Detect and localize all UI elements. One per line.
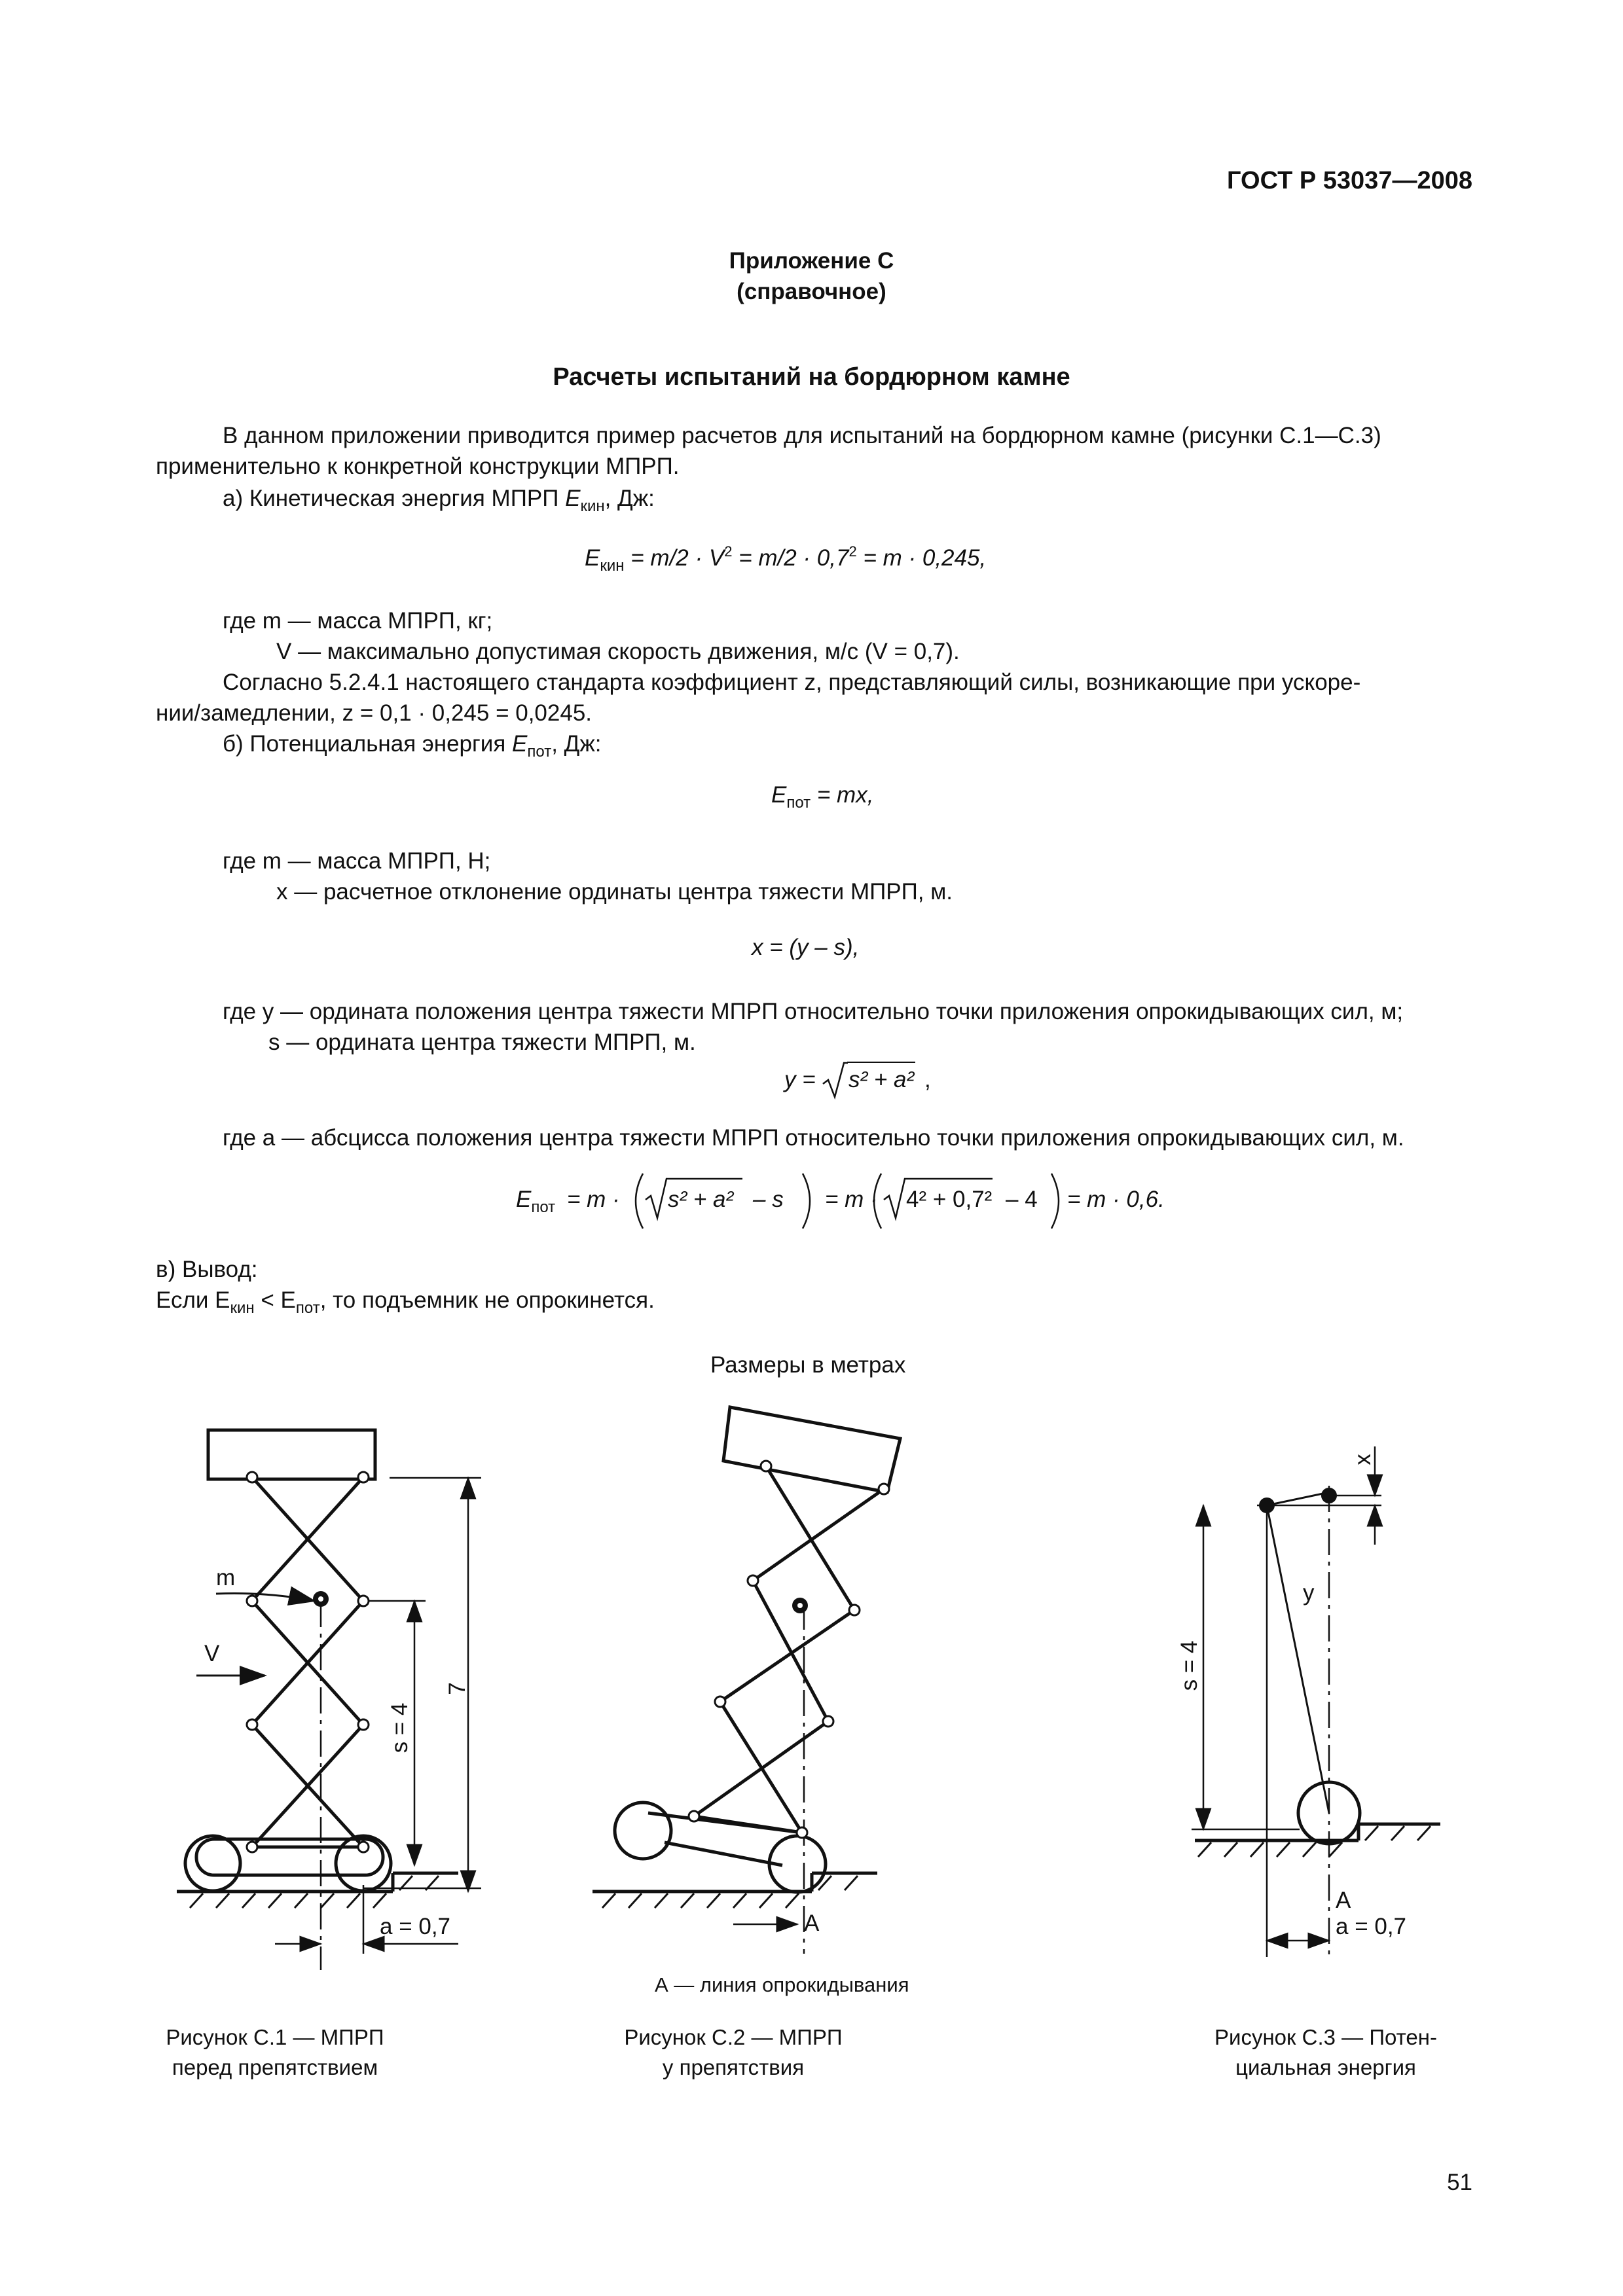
dimensions-note: Размеры в метрах (710, 1352, 906, 1378)
formula-kinetic-energy: $E_{кин} = m/2 \cdot V^2 = m/2 \cdot 0,7^2 = m \cdot 0,245$, (585, 543, 987, 575)
appendix-heading (0, 245, 1623, 307)
where-v: V — максимально допустимая скорость движения, м/с (V = 0,7). (276, 639, 960, 664)
centers-of-mass (313, 1488, 1337, 1613)
formula-y: y = s² + a² , (784, 1060, 955, 1100)
where-m-n: где m — масса МПРП, Н; (223, 848, 491, 874)
z-paragraph-line-2: нии/замедлении, z = 0,1 · 0,245 = 0,0245. (156, 700, 593, 726)
intro-line-2: применительно к конкретной конструкции МПРП. (156, 454, 680, 479)
formula-potential-energy: $E_{пот}$ = mx, (771, 782, 874, 812)
fig1-dim-total: 7 (445, 1682, 470, 1695)
conclusion-text: Если $E_{кин} < E_{пот}$, то подъемник не опрокинется. (156, 1287, 655, 1317)
fig3-label-a: A (1336, 1888, 1351, 1913)
section-a: а) Кинетическая энергия МПРП $E_{кин}$, Дж: (223, 486, 655, 515)
standard-number: ГОСТ Р 53037—2008 (1227, 167, 1472, 194)
page-title: Расчеты испытаний на бордюрном камне (553, 363, 1070, 391)
page-number: 51 (1447, 2170, 1472, 2195)
appendix-label: Приложение С (729, 248, 894, 274)
fig2-wheel-left (615, 1803, 671, 1859)
fig3-label-y: y (1303, 1580, 1315, 1605)
fig3-label-x: x (1350, 1454, 1376, 1465)
fig3-dim-s: s = 4 (1176, 1640, 1202, 1691)
caption-figure-c1: Рисунок С.1 — МПРП перед препятствием (166, 2025, 384, 2079)
where-x: x — расчетное отклонение ординаты центра тяжести МПРП, м. (276, 879, 953, 905)
where-m-kg: где m — масса МПРП, кг; (223, 608, 493, 634)
section-b: б) Потенциальная энергия $E_{пот}$, Дж: (223, 731, 602, 761)
intro-line-1: В данном приложении приводится пример расчетов для испытаний на бордюрном камне (рисунки С.1—С.3) (223, 423, 1381, 448)
where-y: где y — ордината положения центра тяжести МПРП относительно точки приложения опрокидывающих сил, м; (223, 999, 1404, 1024)
caption-figure-c2: Рисунок С.2 — МПРП у препятствия (624, 2025, 843, 2079)
fig1-label-v: V (204, 1641, 220, 1666)
fig1-dim-s: s = 4 (387, 1702, 412, 1753)
conclusion-heading: в) Вывод: (156, 1257, 258, 1282)
fig2-platform (723, 1407, 900, 1492)
z-paragraph-line-1: Согласно 5.2.4.1 настоящего стандарта коэффициент z, представляющий силы, возникающие при ускоре- (223, 670, 1361, 695)
fig1-platform (208, 1430, 375, 1479)
figures-drawing (0, 1374, 1623, 2036)
where-a: где a — абсцисса положения центра тяжести МПРП относительно точки приложения опрокидывающих сил, м. (223, 1125, 1404, 1151)
fig1-label-m: m (216, 1565, 236, 1590)
fig1-dim-a: a = 0,7 (380, 1914, 451, 1939)
fig2-label-a: A (804, 1910, 820, 1936)
appendix-type: (справочное) (737, 279, 886, 304)
formula-x: x = (y – s), (752, 935, 860, 960)
legend-overturn-line: А — линия опрокидывания (655, 1973, 909, 1996)
where-s: s — ордината центра тяжести МПРП, м. (268, 1030, 696, 1055)
fig3-dim-a: a = 0,7 (1336, 1914, 1407, 1939)
radical-sign (822, 1060, 848, 1100)
fig1-wheel-left (185, 1836, 240, 1891)
formula-potential-expanded: $E_{пот}$ = m · s² + a² – s = m · 4² + 0,7² – 4 = m · 0,6. (516, 1168, 1197, 1234)
caption-figure-c3: Рисунок С.3 — Потен- циальная энергия (1214, 2025, 1437, 2079)
